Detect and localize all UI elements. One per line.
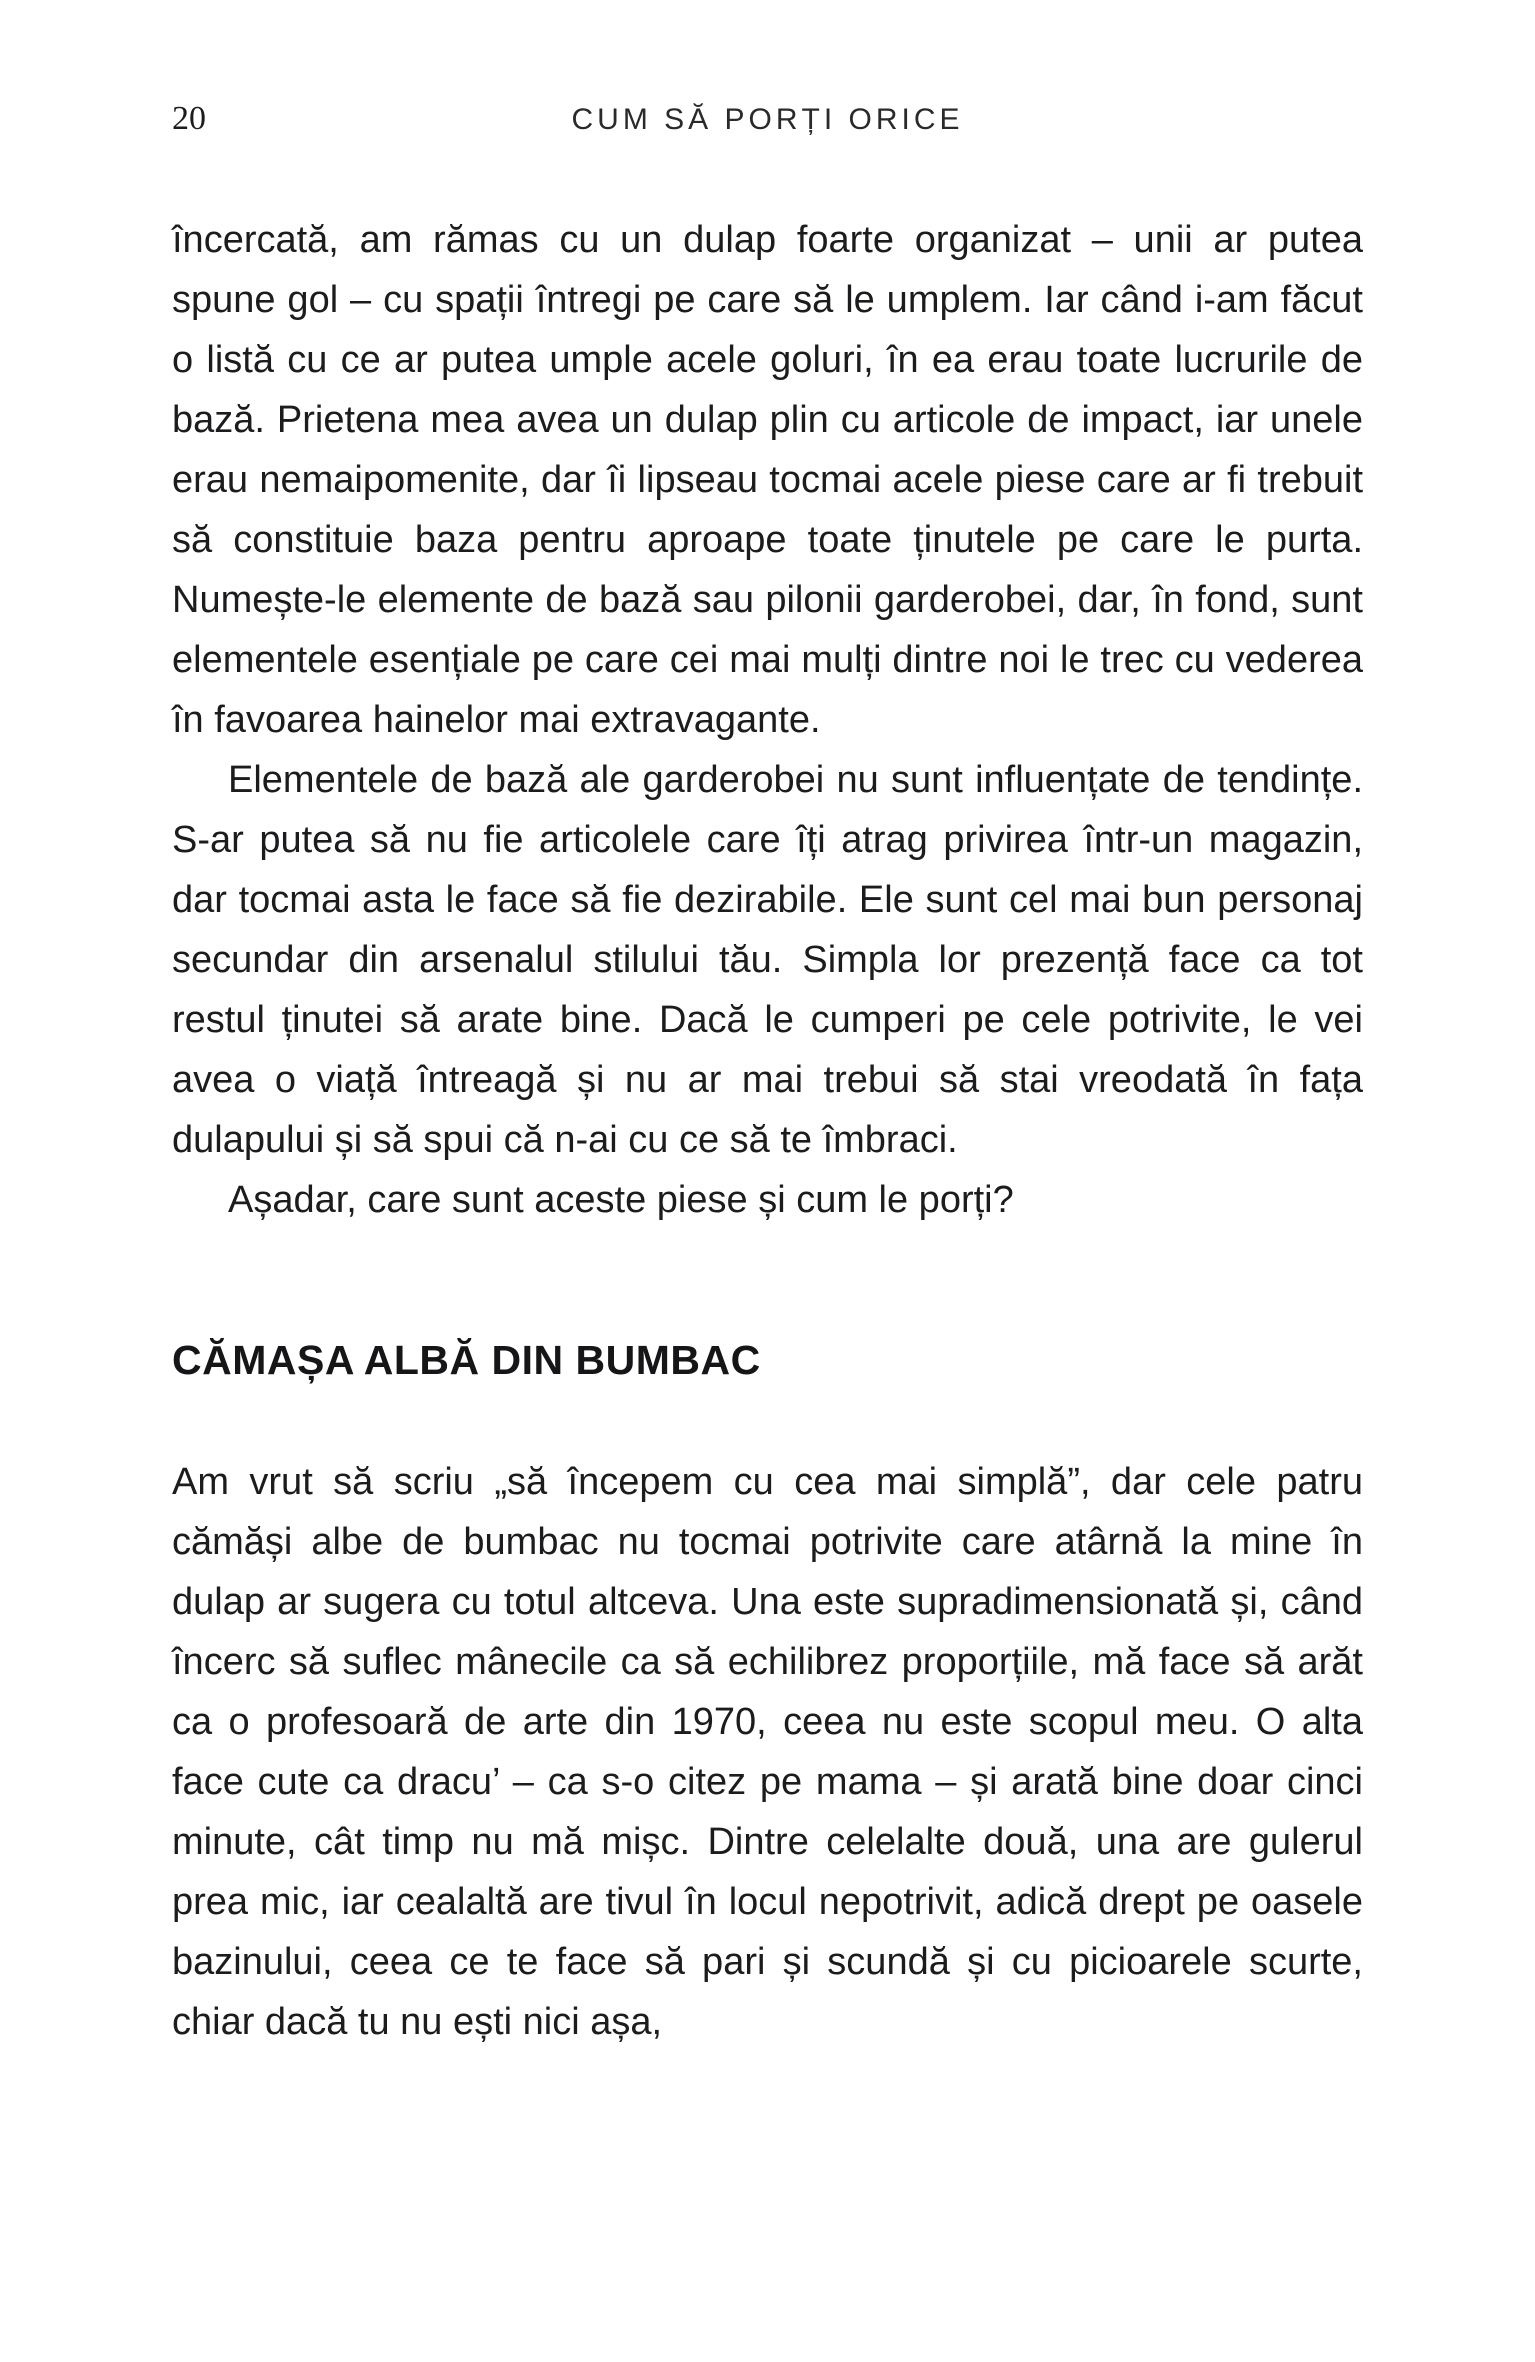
page-body — [172, 210, 1363, 2052]
running-title: CUM SĂ PORȚI ORICE — [571, 103, 964, 136]
paragraph: Am vrut să scriu „să începem cu cea mai simplă”, dar cele patru cămăși albe de bumbac nu tocmai potrivite care atârnă la mine în dulap ar sugera cu totul altceva. Una este supradimensionată și, când încerc să suflec mânecile ca să echilibrez proporțiile, mă face să arăt ca o profesoară de arte din 1970, ceea nu este scopul meu. O alta face cute ca dracu’ – ca s-o citez pe mama – și arată bine doar cinci minute, cât timp nu mă mișc. Dintre celelalte două, una are gulerul prea mic, iar cealaltă are tivul în locul nepotrivit, adică drept pe oasele bazinului, ceea ce te face să pari și scundă și cu picioarele scurte, chiar dacă tu nu ești nici așa, — [172, 1461, 1363, 2043]
paragraph: Așadar, care sunt aceste piese și cum le porți? — [228, 1179, 1014, 1221]
paragraph-continuation: încercată, am rămas cu un dulap foarte organizat – unii ar putea spune gol – cu spații întregi pe care să le umplem. Iar când i-am făcut o listă cu ce ar putea umple acele goluri, în ea erau toate lucrurile de bază. Prietena mea avea un dulap plin cu articole de impact, iar unele erau nemaipomenite, dar îi lipseau tocmai acele piese care ar fi trebuit să constituie baza pentru aproape toate ținutele pe care le purta. Numește-le elemente de bază sau pilonii garderobei, dar, în fond, sunt elementele esențiale pe care cei mai mulți dintre noi le trec cu vederea în favoarea hainelor mai extravagante. — [172, 219, 1363, 741]
section-heading: CĂMAȘA ALBĂ DIN BUMBAC — [172, 1337, 761, 1383]
paragraph: Elementele de bază ale garderobei nu sunt influențate de tendințe. S-ar putea să nu fie articolele care îți atrag privirea într-un magazin, dar tocmai asta le face să fie dezirabile. Ele sunt cel mai bun personaj secundar din arsenalul stilului tău. Simpla lor prezență face ca tot restul ținutei să arate bine. Dacă le cumperi pe cele potrivite, le vei avea o viață întreagă și nu ar mai trebui să stai vreodată în fața dulapului și să spui că n-ai cu ce să te îmbraci. — [172, 759, 1363, 1161]
page-header — [172, 100, 1363, 138]
page-number: 20 — [172, 100, 206, 137]
